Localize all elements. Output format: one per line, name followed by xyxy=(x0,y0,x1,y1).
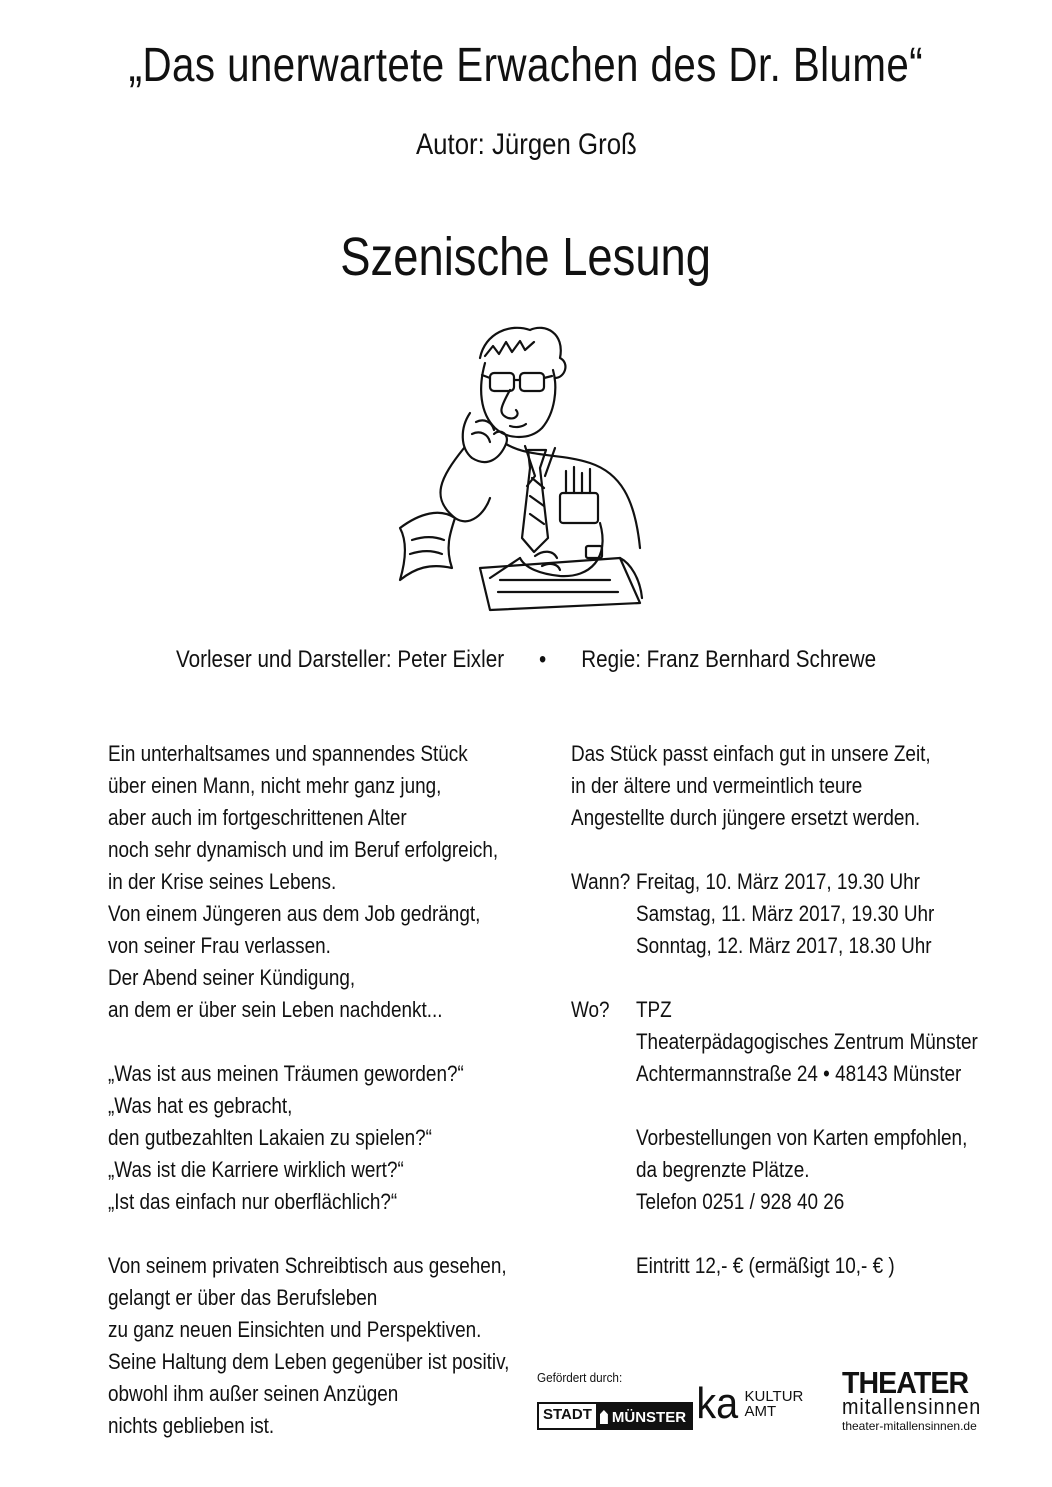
when-label: Wann? xyxy=(571,869,631,894)
intro-line: Das Stück passt einfach gut in unsere Zeit, xyxy=(571,741,931,766)
description-line: Der Abend seiner Kündigung, xyxy=(108,965,356,990)
description-line: Ein unterhaltsames und spannendes Stück xyxy=(108,741,468,766)
venue-line: Theaterpädagogisches Zentrum Münster xyxy=(636,1029,978,1054)
quote-line: „Was ist aus meinen Träumen geworden?“ xyxy=(108,1061,464,1086)
booking-row xyxy=(571,1186,1011,1218)
author-line: Autor: Jürgen Groß xyxy=(415,128,637,161)
description-line: Seine Haltung dem Leben gegenüber ist positiv, xyxy=(108,1349,510,1374)
venue-row xyxy=(571,994,1011,1026)
venue-line: TPZ xyxy=(636,997,672,1022)
info-column xyxy=(571,738,1011,1282)
description-line: zu ganz neuen Einsichten und Perspektiven. xyxy=(108,1317,482,1342)
intro-line: in der ältere und vermeintlich teure xyxy=(571,773,863,798)
price-line: Eintritt 12,- € (ermäßigt 10,- € ) xyxy=(636,1253,895,1278)
venue-line: Achtermannstraße 24 • 48143 Münster xyxy=(636,1061,962,1086)
where-label: Wo? xyxy=(571,997,610,1022)
description-line: aber auch im fortgeschrittenen Alter xyxy=(108,805,407,830)
stadt-muenster-logo: STADT MÜNSTER xyxy=(537,1402,693,1430)
description-line: nichts geblieben ist. xyxy=(108,1413,275,1438)
credits-line xyxy=(0,646,1052,674)
booking-row xyxy=(571,1154,1011,1186)
description-line: an dem er über sein Leben nachdenkt... xyxy=(108,997,443,1022)
description-line: Von seinem privaten Schreibtisch aus gesehen, xyxy=(108,1253,507,1278)
theater-subtitle: mitallensinnen xyxy=(842,1394,982,1419)
poster-title: „Das unerwartete Erwachen des Dr. Blume“ xyxy=(128,39,924,92)
description-line: noch sehr dynamisch und im Beruf erfolgreich, xyxy=(108,837,499,862)
description-line: obwohl ihm außer seinen Anzügen xyxy=(108,1381,399,1406)
description-line: Von einem Jüngeren aus dem Job gedrängt, xyxy=(108,901,481,926)
venue-row xyxy=(571,1026,1011,1058)
theater-mitallensinnen-logo xyxy=(842,1365,1007,1436)
date-row xyxy=(571,866,1011,898)
description-line: gelangt er über das Berufsleben xyxy=(108,1285,378,1310)
separator-bullet: • xyxy=(539,646,547,673)
director-credit: Regie: Franz Bernhard Schrewe xyxy=(581,646,877,673)
theater-url: theater-mitallensinnen.de xyxy=(842,1419,977,1433)
booking-row xyxy=(571,1122,1011,1154)
intro-line: Angestellte durch jüngere ersetzt werden. xyxy=(571,805,921,830)
price-row xyxy=(571,1250,1011,1282)
date-row xyxy=(571,930,1011,962)
genre-heading: Szenische Lesung xyxy=(340,227,712,287)
tie-icon xyxy=(522,450,548,552)
booking-line: Vorbestellungen von Karten empfohlen, xyxy=(636,1125,968,1150)
phone-line: Telefon 0251 / 928 40 26 xyxy=(636,1189,845,1214)
funded-by-label: Gefördert durch: xyxy=(537,1370,623,1385)
description-line: über einen Mann, nicht mehr ganz jung, xyxy=(108,773,442,798)
kulturamt-logo: ka KULTUR AMT xyxy=(696,1379,804,1428)
theater-name: THEATER xyxy=(842,1365,969,1400)
papers-icon xyxy=(400,513,455,580)
quote-line: „Ist das einfach nur oberflächlich?“ xyxy=(108,1189,398,1214)
booking-line: da begrenzte Plätze. xyxy=(636,1157,810,1182)
quote-line: „Was hat es gebracht, xyxy=(108,1093,293,1118)
date-line: Sonntag, 12. März 2017, 18.30 Uhr xyxy=(636,933,932,958)
description-line: in der Krise seines Lebens. xyxy=(108,869,337,894)
quote-line: den gutbezahlten Lakaien zu spielen?“ xyxy=(108,1125,432,1150)
venue-row xyxy=(571,1058,1011,1090)
date-line: Freitag, 10. März 2017, 19.30 Uhr xyxy=(636,869,920,894)
performer-credit: Vorleser und Darsteller: Peter Eixler xyxy=(175,646,505,673)
date-line: Samstag, 11. März 2017, 19.30 Uhr xyxy=(636,901,935,926)
tower-icon xyxy=(600,1410,608,1424)
date-row xyxy=(571,898,1011,930)
quote-line: „Was ist die Karriere wirklich wert?“ xyxy=(108,1157,404,1182)
description-line: von seiner Frau verlassen. xyxy=(108,933,331,958)
description-column xyxy=(108,738,548,1442)
man-at-desk-illustration xyxy=(360,318,690,618)
